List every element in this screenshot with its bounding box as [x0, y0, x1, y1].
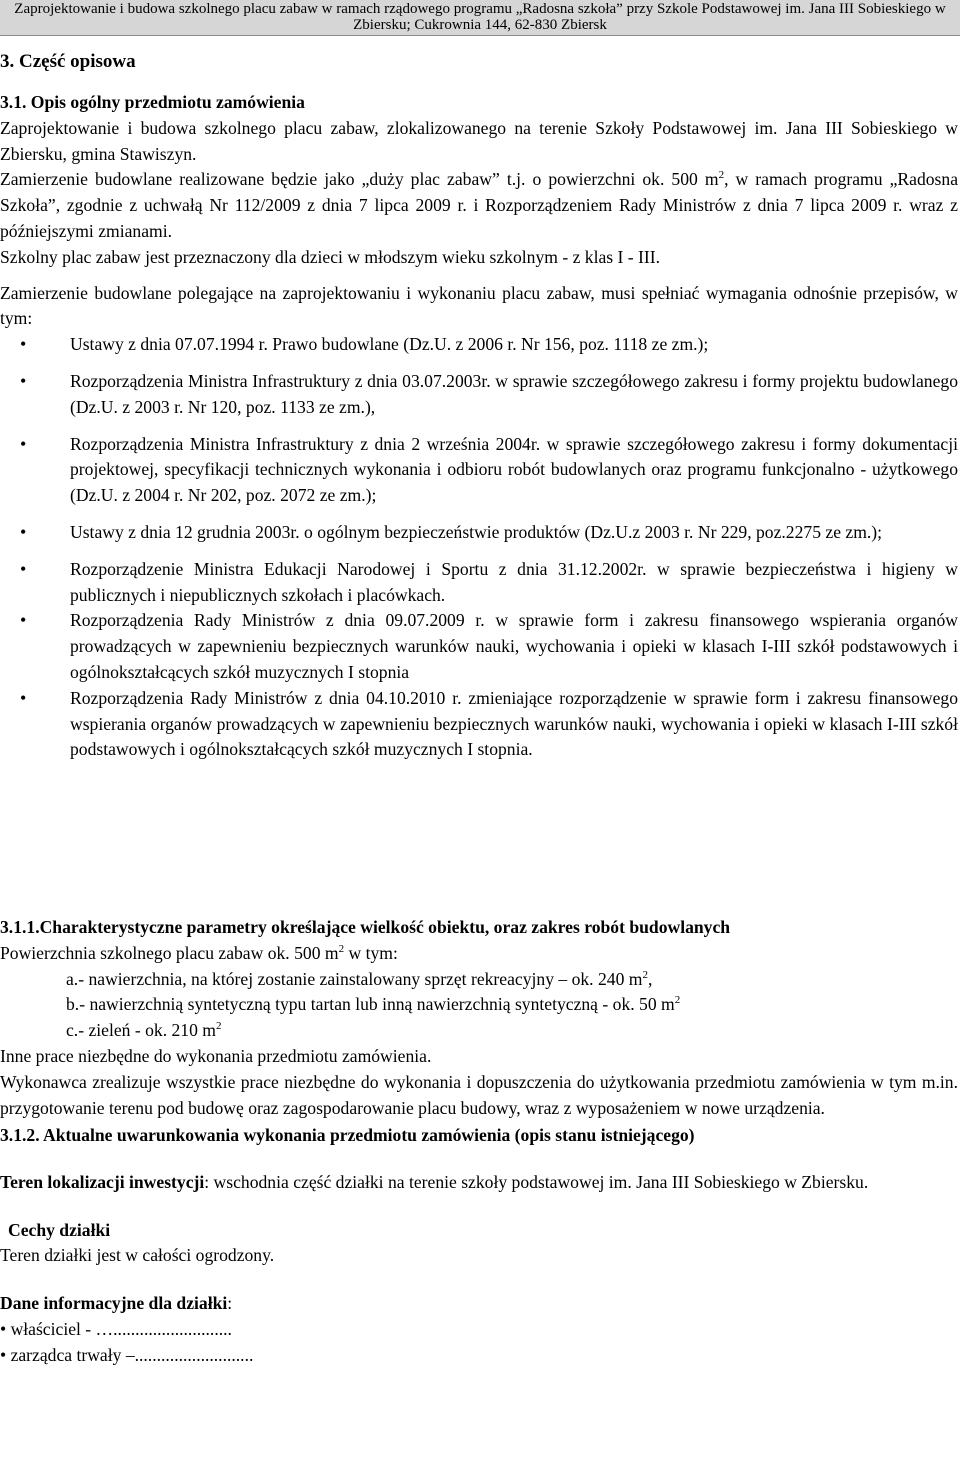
heading-3-1: 3.1. Opis ogólny przedmiotu zamówienia: [0, 92, 305, 112]
area-item-sup: 2: [216, 1020, 222, 1033]
section-3-1-1: [0, 915, 958, 1121]
plot-data-item-text: zarządca trwały –...........................: [10, 1344, 254, 1365]
scope-text-a: Zamierzenie budowlane realizowane będzie jako „duży plac zabaw” t.j. o powierzchni ok. 500 m: [0, 169, 719, 190]
area-sup: 2: [338, 942, 345, 955]
area-text: Powierzchnia szkolnego placu zabaw ok. 500 m: [0, 942, 339, 963]
header-line-2: Zbiersku; Cukrownia 144, 62-830 Zbiersk: [353, 17, 607, 33]
area-item-text: c.- zieleń - ok. 210 m: [66, 1020, 216, 1041]
paragraph-target-group: Szkolny plac zabaw jest przeznaczony dla dzieci w młodszym wieku szkolnym - z klas I - III.: [0, 246, 661, 267]
location-label: Teren lokalizacji inwestycji: [0, 1171, 205, 1192]
area-item-c: [0, 1018, 958, 1044]
paragraph-contractor: Wykonawca zrealizuje wszystkie prace niezbędne do wykonania i dopuszczenia do użytkowania przedmiotu zamówienia w tym m.in. przygotowanie terenu pod budowę oraz zagospodarowanie placu budowy, wraz z wyposażeniem w nowe urządzenia.: [0, 1071, 958, 1118]
bullet-icon: •: [0, 1344, 11, 1365]
heading-3-1-2: 3.1.2. Aktualne uwarunkowania wykonania przedmiotu zamówienia (opis stanu istniejącego): [0, 1125, 695, 1145]
paragraph-other-works: Inne prace niezbędne do wykonania przedmiotu zamówienia.: [0, 1045, 432, 1066]
plot-features-text: Teren działki jest w całości ogrodzony.: [0, 1245, 275, 1266]
regulation-item: • Ustawy z dnia 12 grudnia 2003r. o ogólnym bezpieczeństwie produktów (Dz.U.z 2003 r. Nr 229, poz.2275 ze zm.);: [0, 520, 958, 546]
plot-features-title: Cechy działki: [8, 1219, 111, 1240]
paragraph-requirements: Zamierzenie budowlane polegające na zaprojektowaniu i wykonaniu placu zabaw, musi spełniać wymagania odnośnie przepisów, w tym:: [0, 282, 958, 329]
area-total: [0, 941, 958, 967]
scope-sup: 2: [718, 169, 725, 182]
paragraph-subject: Zaprojektowanie i budowa szkolnego placu zabaw, zlokalizowanego na terenie Szkoły Podstawowej im. Jana III Sobieskiego w Zbiersku, gmina Stawiszyn.: [0, 117, 958, 164]
regulation-item: • Rozporządzenia Ministra Infrastruktury z dnia 03.07.2003r. w sprawie szczegółowego zakresu i formy projektu budowlanego (Dz.U. z 2003 r. Nr 120, poz. 1133 ze zm.),: [0, 369, 958, 421]
area-item-sup: 2: [642, 968, 648, 981]
plot-data-title: [0, 1291, 958, 1317]
plot-data-colon: :: [227, 1293, 233, 1314]
regulations-list: [0, 332, 958, 763]
location-text: : wschodnia część działki na terenie szkoły podstawowej im. Jana III Sobieskiego w Zbiersku.: [204, 1171, 869, 1192]
area-item-a: [0, 967, 958, 993]
header-line-1: Zaprojektowanie i budowa szkolnego placu zabaw w ramach rządowego programu „Radosna szkoła” przy Szkole Podstawowej im. Jana III Sobieskiego w: [14, 1, 946, 17]
running-header: [0, 0, 960, 36]
plot-data-title-text: Dane informacyjne dla działki: [0, 1293, 228, 1314]
bullet-icon: •: [0, 1318, 11, 1339]
regulation-item: • Ustawy z dnia 07.07.1994 r. Prawo budowlane (Dz.U. z 2006 r. Nr 156, poz. 1118 ze zm.);: [0, 332, 958, 358]
regulation-item: • Rozporządzenia Rady Ministrów z dnia 09.07.2009 r. w sprawie form i zakresu finansowego wspierania organów prowadzących w zapewnieniu bezpiecznych warunków nauki, wychowania i opieki w klasach I-III szkół podstawowych i ogólnokształcących szkół muzycznych I stopnia: [0, 608, 958, 685]
section-title: 3. Część opisowa: [0, 51, 136, 72]
area-item-text: b.- nawierzchnią syntetyczną typu tartan lub inną nawierzchnią syntetyczną - ok. 50 m: [66, 994, 675, 1015]
heading-3-1-1: 3.1.1.Charakterystyczne parametry określające wielkość obiektu, oraz zakres robót budowlanych: [0, 917, 731, 937]
paragraph-location: [0, 1170, 958, 1196]
plot-data-item: [0, 1317, 958, 1343]
regulation-item: • Rozporządzenia Ministra Infrastruktury z dnia 2 września 2004r. w sprawie szczegółowego zakresu i formy dokumentacji projektowej, specyfikacji technicznych wykonania i odbioru robót budowlanych oraz programu funkcjonalno - użytkowego (Dz.U. z 2004 r. Nr 202, poz. 2072 ze zm.);: [0, 432, 958, 509]
area-item-text: a.- nawierzchnia, na której zostanie zainstalowany sprzęt rekreacyjny – ok. 240 m: [66, 968, 643, 989]
section-3-1: [0, 90, 958, 763]
area-item-sup: 2: [674, 994, 681, 1007]
scope-text-b: , w ramach programu „Radosna Szkoła”, zgodnie z uchwałą Nr 112/2009 z dnia 7 lipca 2009 r. i Rozporządzeniem Rady Ministrów z dnia 7 lipca 2009 r. wraz z późniejszymi zmianami.: [0, 169, 959, 241]
area-item-b: [0, 992, 958, 1018]
area-item-tail: ,: [647, 968, 653, 989]
paragraph-scope: [0, 167, 958, 244]
regulation-item: • Rozporządzenia Rady Ministrów z dnia 04.10.2010 r. zmieniające rozporządzenie w sprawie form i zakresu finansowego wspierania organów prowadzących w zapewnieniu bezpiecznych warunków nauki, wychowania i opieki w klasach I-III szkół podstawowych i ogólnokształcących szkół muzycznych I stopnia.: [0, 686, 958, 763]
area-tail: w tym:: [344, 942, 398, 963]
plot-data-item-text: właściciel - …...........................: [10, 1318, 232, 1339]
plot-data-item: [0, 1343, 958, 1369]
regulation-item: • Rozporządzenie Ministra Edukacji Narodowej i Sportu z dnia 31.12.2002r. w sprawie bezpieczeństwa i higieny w publicznych i niepublicznych szkołach i placówkach.: [0, 557, 958, 609]
section-3-1-2: [0, 1123, 958, 1369]
